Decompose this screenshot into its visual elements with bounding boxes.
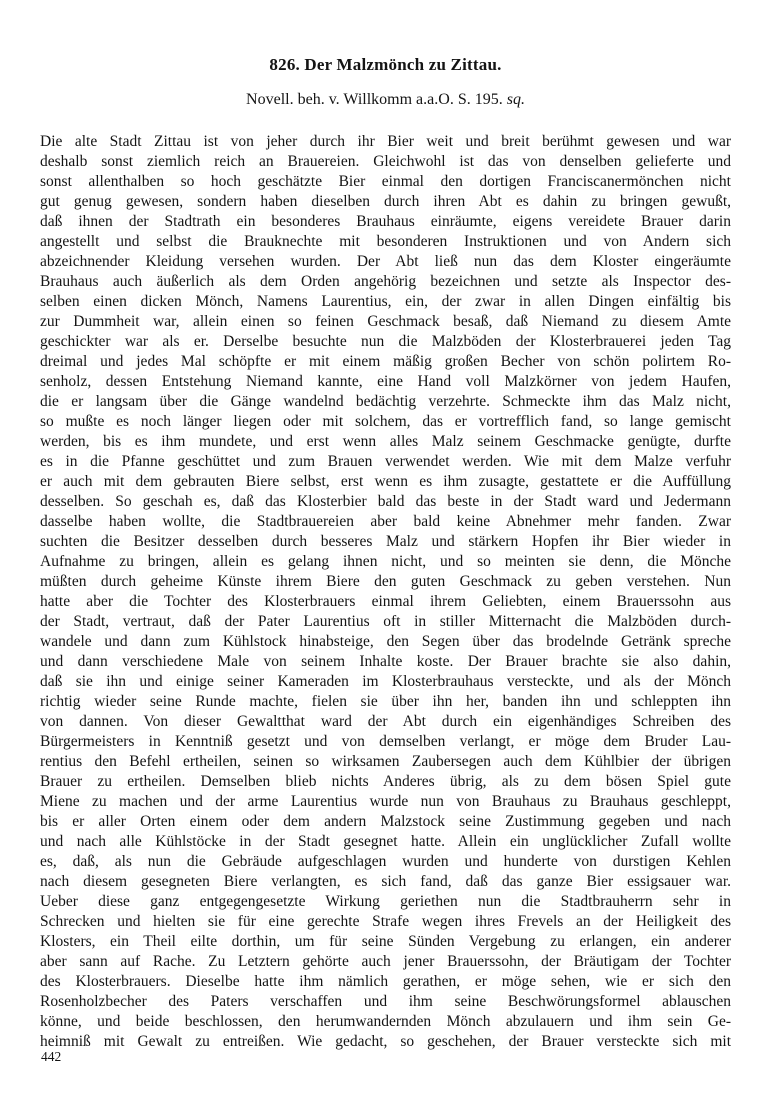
text-line: bis er aller Orten einem oder dem andern Malzstock seine Zustimmung gegeben und nach xyxy=(40,813,731,830)
text-line: werden, bis es ihm mundete, und erst wenn alles Malz seinem Geschmacke genügte, durfte xyxy=(40,433,731,450)
text-line: die er langsam über die Gänge wandelnd bedächtig verzehrte. Schmeckte ihm das Malz nicht, xyxy=(40,393,731,410)
text-line: von dannen. Von dieser Gewaltthat ward der Abt durch ein eigenhändiges Schreiben des xyxy=(40,713,731,730)
text-line: es, daß, als nun die Gebräude aufgeschlagen wurden und hunderte von durstigen Kehlen xyxy=(40,853,731,870)
source-reference-text: Novell. beh. v. Willkomm a.a.O. S. 195. xyxy=(246,91,507,108)
story-text xyxy=(40,132,731,1052)
text-line: deshalb sonst ziemlich reich an Brauereien. Gleichwohl ist das von denselben gelieferte und xyxy=(40,153,731,170)
page-number: 442 xyxy=(41,1049,62,1064)
text-line: und nach alle Kühlstöcke in der Stadt gesegnet hatte. Allein ein unglücklicher Zufall wollte xyxy=(40,833,731,850)
text-line: des Klosterbrauers. Dieselbe hatte ihm nämlich gerathen, er möge sehen, wie er sich den xyxy=(40,973,731,990)
text-line: aber sann auf Rache. Zu Letztern gehörte auch jener Brauerssohn, der Bräutigam der Tochter xyxy=(40,953,731,970)
text-line: suchten die Besitzer desselben durch besseres Malz und stärkern Hopfen ihr Bier wieder in xyxy=(40,533,731,550)
text-line: und dann verschiedene Male von seinem Inhalte koste. Der Brauer brachte sie also dahin, xyxy=(40,653,731,670)
text-line: heimniß mit Gewalt zu entreißen. Wie gedacht, so geschehen, der Brauer versteckte sich mit xyxy=(40,1033,731,1050)
text-line: desselben. So geschah es, daß das Klosterbier bald das beste in der Stadt ward und Jedermann xyxy=(40,493,731,510)
text-line: Rosenholzbecher des Paters verschaffen und ihm seine Beschwörungsformel ablauschen xyxy=(40,993,731,1010)
text-line: Brauer zu ertheilen. Demselben blieb nichts Anderes übrig, als zu dem bösen Spiel gute xyxy=(40,773,731,790)
text-line: dreimal und jedes Mal schöpfte er mit einem mäßig großen Becher von schön polirtem Ro- xyxy=(40,353,731,370)
text-line: senholz, dessen Entstehung Niemand kannte, eine Hand voll Malzkörner von jedem Haufen, xyxy=(40,373,731,390)
text-line: Bürgermeisters in Kenntniß gesetzt und von demselben verlangt, er möge dem Bruder Lau- xyxy=(40,733,731,750)
text-line: selben einen dicken Mönch, Namens Laurentius, ein, der zwar in allen Dingen einfältig bis xyxy=(40,293,731,310)
text-line: rentius den Befehl ertheilen, seinen so wirksamen Zaubersegen auch dem Kühlbier der übrigen xyxy=(40,753,731,770)
text-line: gut genug gewesen, sondern haben dieselben durch ihren Abt es dahin zu bringen gewußt, xyxy=(40,193,731,210)
story-title: 826. Der Malzmönch zu Zittau. xyxy=(269,55,502,74)
text-line: Aufnahme zu bringen, allein es gelang ihnen nicht, und so meinten sie denn, die Mönche xyxy=(40,553,731,570)
text-line: abzeichnender Kleidung versehen wurden. Der Abt ließ nun das dem Kloster eingeräumte xyxy=(40,253,731,270)
text-line: er auch mit dem gebrauten Biere selbst, erst wenn es ihm zusagte, gestattete er die Auffüllung xyxy=(40,473,731,490)
text-line: Klosters, ein Theil eilte dorthin, um für seine Sünden Vergebung zu erlangen, ein anderer xyxy=(40,933,731,950)
text-line: nach diesem gesegneten Biere verlangten, es sich fand, daß das ganze Bier essigsauer war. xyxy=(40,873,731,890)
text-line: Brauhaus auch äußerlich als dem Orden angehörig bezeichnen und setzte als Inspector des- xyxy=(40,273,731,290)
text-line: sonst allenthalben so hoch geschätzte Bier einmal den dortigen Franciscanermönchen nicht xyxy=(40,173,731,190)
text-line: Die alte Stadt Zittau ist von jeher durch ihr Bier weit und breit berühmt gewesen und war xyxy=(40,133,731,150)
text-line: Schrecken und hielten sie für eine gerechte Strafe wegen ihres Frevels an der Heiligkeit des xyxy=(40,913,731,930)
text-line: hatte aber die Tochter des Klosterbrauers einmal ihrem Geliebten, einem Brauerssohn aus xyxy=(40,593,731,610)
text-line: es in die Pfanne geschüttet und zum Brauen verwendet werden. Wie mit dem Malze verfuhr xyxy=(40,453,731,470)
source-reference-abbrev: sq. xyxy=(506,91,525,108)
text-line: geschickter war als er. Derselbe besuchte nun die Malzböden der Klosterbrauerei jeden Tag xyxy=(40,333,731,350)
text-line: daß ihnen der Stadtrath ein besonderes Brauhaus einräumte, eigens vereidete Brauer darin xyxy=(40,213,731,230)
source-reference xyxy=(40,90,731,110)
text-line: so mußte es noch länger liegen oder mit solchem, das er vortrefflich fand, so lange gemischt xyxy=(40,413,731,430)
text-line: richtig wieder seine Runde machte, fielen sie über ihn her, banden ihn und schleppten ihn xyxy=(40,693,731,710)
text-line: Ueber diese ganz entgegengesetzte Wirkung geriethen nun die Stadtbrauherrn sehr in xyxy=(40,893,731,910)
text-line: zur Dummheit war, allein einen so feinen Geschmack besaß, daß Niemand zu diesem Amte xyxy=(40,313,731,330)
text-line: wandele und dann zum Kühlstock hinabsteige, den Segen über das brodelnde Getränk spreche xyxy=(40,633,731,650)
text-line: dasselbe haben wollte, die Stadtbrauereien aber bald keine Abnehmer mehr fanden. Zwar xyxy=(40,513,731,530)
text-line: der Stadt, vertraut, daß der Pater Laurentius oft in stiller Mitternacht die Malzböden durch- xyxy=(40,613,731,630)
text-line: daß sie ihn und einige seiner Kameraden im Klosterbrauhaus versteckte, und als der Mönch xyxy=(40,673,731,690)
text-line: Miene zu machen und der arme Laurentius wurde nun von Brauhaus zu Brauhaus geschleppt, xyxy=(40,793,731,810)
text-line: könne, und beide beschlossen, den herumwandernden Mönch abzulauern und ihm sein Ge- xyxy=(40,1013,731,1030)
text-line: müßten durch geheime Künste ihrem Biere den guten Geschmack zu geben verstehen. Nun xyxy=(40,573,731,590)
text-line: angestellt und selbst die Brauknechte mit besonderen Instruktionen und von Andern sich xyxy=(40,233,731,250)
